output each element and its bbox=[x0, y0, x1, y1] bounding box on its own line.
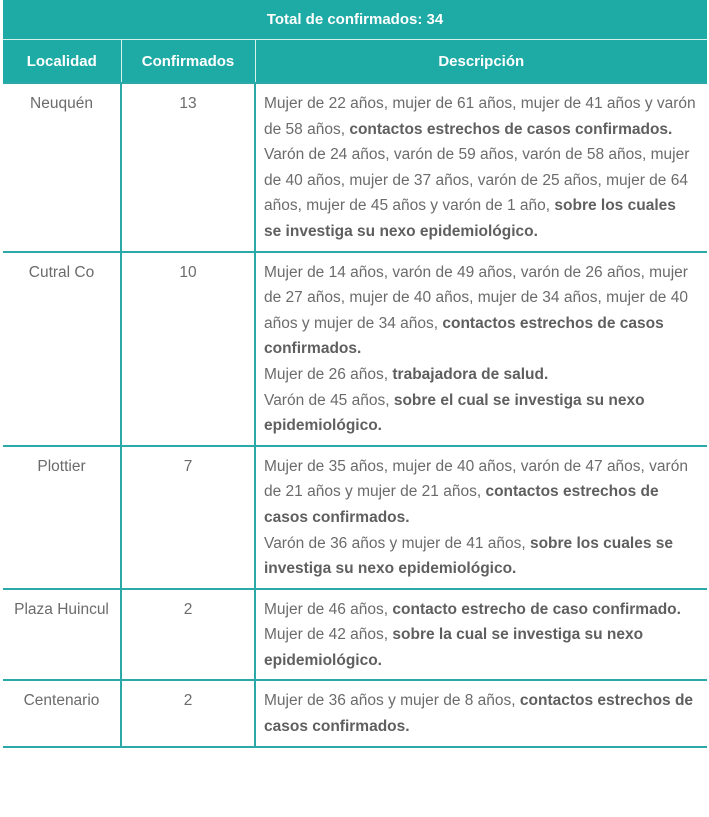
description-text: Mujer de 42 años, bbox=[264, 626, 393, 644]
description-text: Mujer de 46 años, bbox=[264, 600, 393, 618]
description-highlight: contactos estrechos de casos confirmados. bbox=[349, 120, 673, 138]
description-highlight: contactos estrechos de casos confirmados. bbox=[264, 692, 694, 736]
header-confirmados: Confirmados bbox=[121, 40, 255, 83]
cell-descripcion bbox=[255, 589, 707, 681]
header-localidad: Localidad bbox=[3, 40, 121, 83]
cases-table bbox=[3, 40, 707, 748]
description-highlight: sobre los cuales se investiga su nexo epidemiológico. bbox=[264, 534, 673, 578]
description-paragraph bbox=[264, 531, 697, 582]
cell-confirmados: 2 bbox=[121, 680, 255, 746]
header-row bbox=[3, 40, 707, 83]
description-text: Mujer de 22 años, mujer de 61 años, mujer de 41 años y varón de 58 años, bbox=[264, 95, 696, 138]
cell-descripcion bbox=[255, 446, 707, 589]
description-text: Mujer de 36 años y mujer de 8 años, bbox=[264, 692, 520, 710]
description-highlight: sobre la cual se investiga su nexo epidemiológico. bbox=[264, 626, 644, 669]
table-row bbox=[3, 589, 707, 681]
description-paragraph bbox=[264, 454, 697, 531]
cell-localidad: Neuquén bbox=[3, 83, 121, 252]
description-paragraph bbox=[264, 388, 697, 439]
cell-localidad: Plaza Huincul bbox=[3, 589, 121, 681]
table-row bbox=[3, 446, 707, 589]
cell-confirmados: 7 bbox=[121, 446, 255, 589]
description-text: Varón de 45 años, bbox=[264, 391, 394, 409]
cell-localidad: Cutral Co bbox=[3, 252, 121, 446]
table-row bbox=[3, 252, 707, 446]
description-paragraph bbox=[264, 688, 697, 739]
description-text: Mujer de 14 años, varón de 49 años, varón de 26 años, mujer de 27 años, mujer de 40 años, mujer de 34 años, mujer de 40 años y mujer de 34 años, bbox=[264, 263, 688, 332]
description-text: Varón de 24 años, varón de 59 años, varón de 58 años, mujer de 40 años, mujer de 37 años, varón de 25 años, mujer de 64 años, mujer de 45 años y varón de 1 año, bbox=[264, 146, 690, 215]
description-paragraph bbox=[264, 142, 697, 244]
table-row bbox=[3, 680, 707, 746]
description-highlight: contactos estrechos de casos confirmados. bbox=[264, 314, 664, 358]
table-title: Total de confirmados: 34 bbox=[3, 0, 707, 40]
cell-localidad: Centenario bbox=[3, 680, 121, 746]
cell-confirmados: 10 bbox=[121, 252, 255, 446]
cell-localidad: Plottier bbox=[3, 446, 121, 589]
description-text: Mujer de 35 años, mujer de 40 años, varón de 47 años, varón de 21 años y mujer de 21 años, bbox=[264, 457, 688, 501]
description-highlight: sobre los cuales se investiga su nexo epidemiológico. bbox=[264, 197, 676, 240]
cell-descripcion bbox=[255, 252, 707, 446]
description-paragraph bbox=[264, 597, 697, 623]
description-paragraph bbox=[264, 260, 697, 362]
header-descripcion: Descripción bbox=[255, 40, 707, 83]
description-text: Mujer de 26 años, bbox=[264, 365, 393, 383]
description-paragraph bbox=[264, 622, 697, 673]
cell-confirmados: 2 bbox=[121, 589, 255, 681]
confirmed-cases-table bbox=[3, 0, 707, 748]
description-paragraph bbox=[264, 91, 697, 142]
cell-confirmados: 13 bbox=[121, 83, 255, 252]
description-highlight: contactos estrechos de casos confirmados. bbox=[264, 483, 659, 526]
description-highlight: trabajadora de salud. bbox=[392, 365, 549, 383]
description-paragraph bbox=[264, 362, 697, 388]
cell-descripcion bbox=[255, 680, 707, 746]
description-text: Varón de 36 años y mujer de 41 años, bbox=[264, 534, 530, 552]
cell-descripcion bbox=[255, 83, 707, 252]
description-highlight: contacto estrecho de caso confirmado. bbox=[392, 600, 681, 618]
description-highlight: sobre el cual se investiga su nexo epidemiológico. bbox=[264, 391, 645, 435]
table-row bbox=[3, 83, 707, 252]
